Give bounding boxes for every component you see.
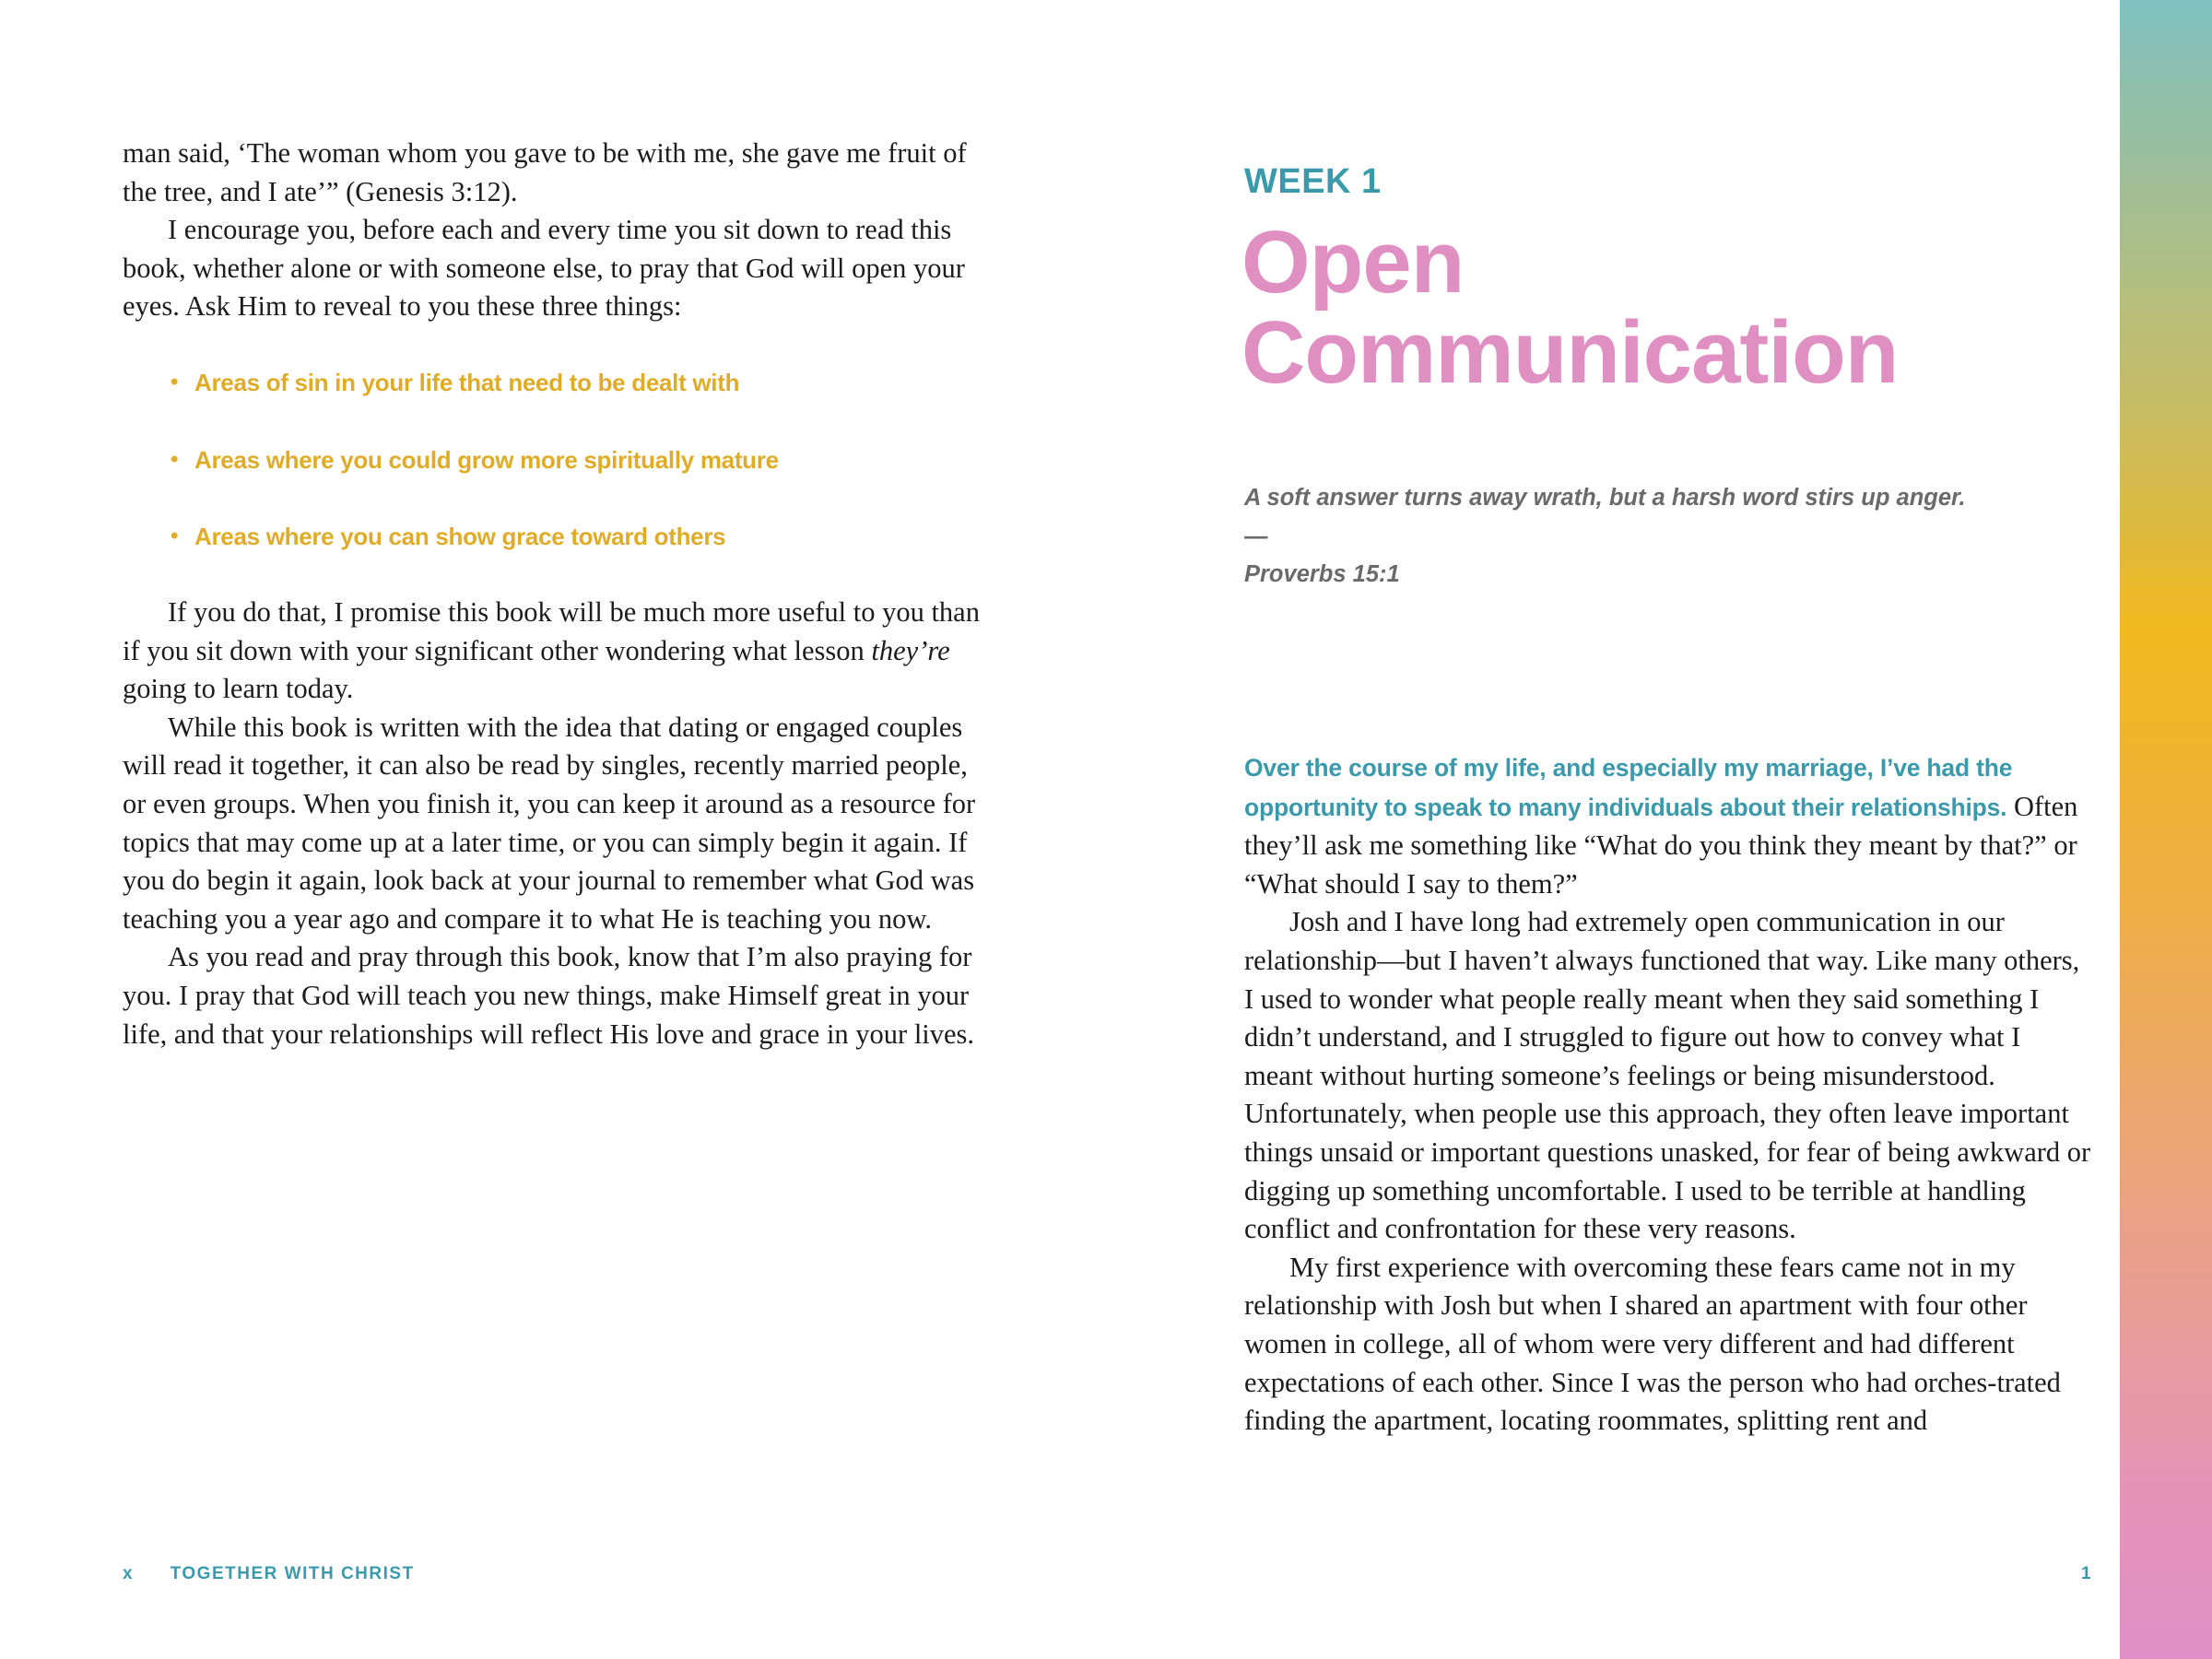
left-footer bbox=[123, 1564, 415, 1584]
paragraph: My first experience with overcoming these fears came not in my relationship with Josh but when I shared an apartment with four other women in college, all of whom were very different and had different expectations of each other. Since I was the person who had orches-trated finding the apartment, locating roommates, splitting rent and bbox=[1244, 1251, 2061, 1437]
title-line-2: Communication bbox=[1241, 303, 1899, 402]
page-number: 1 bbox=[2081, 1564, 2093, 1583]
right-footer bbox=[2081, 1564, 2092, 1584]
paragraph: man said, ‘The woman whom you gave to be with me, she gave me fruit of the tree, and I ate’” (Genesis 3:12). bbox=[123, 137, 967, 207]
list-item: • Areas of sin in your life that need to be dealt with bbox=[171, 361, 908, 439]
running-title: TOGETHER WITH CHRIST bbox=[170, 1564, 415, 1583]
paragraph: While this book is written with the idea that dating or engaged couples will read it together, it can also be read by singles, recently married people, or even groups. When you finish it, you can keep it around as a resource for topics that may come up at a later time, or you can simply begin it again. If you do begin it again, look back at your journal to remember what God was teaching you a year ago and compare it to what He is teaching you now. bbox=[123, 711, 976, 935]
left-body-text bbox=[123, 594, 980, 1053]
bullet-icon: • bbox=[171, 446, 179, 472]
prayer-list bbox=[171, 361, 908, 593]
paragraph: If you do that, I promise this book will be much more useful to you than if you sit down with your significant other wondering what lesson they’re going to learn today. bbox=[123, 596, 980, 705]
lead-in: Over the course of my life, and especially my marriage, I’ve had the opportunity to speak to many individuals about their relationships. bbox=[1244, 754, 2013, 821]
list-item: • Areas where you can show grace toward others bbox=[171, 515, 908, 593]
paragraph: I encourage you, before each and every time you sit down to read this book, whether alone or with someone else, to pray that God will open your eyes. Ask Him to reveal to you these three things: bbox=[123, 214, 965, 323]
decorative-gradient-bar bbox=[2120, 0, 2212, 1659]
epigraph bbox=[1244, 479, 2074, 594]
paragraph: As you read and pray through this book, know that I’m also praying for you. I pray that God will teach you new things, make Himself great in your life, and that your relationships will reflect His love and grace in your lives. bbox=[123, 941, 975, 1050]
chapter-title bbox=[1241, 213, 2071, 402]
bullet-icon: • bbox=[171, 524, 179, 548]
paragraph: Josh and I have long had extremely open communication in our relationship—but I haven’t always functioned that way. Like many others, I used to wonder what people really meant when they said something I didn’t understand, and I struggled to figure out how to convey what I meant without hurting someone’s feelings or being misunderstood. Unfortunately, when people use this approach, they often leave important things unsaid or important questions unasked, for fear of being awkward or digging up something uncomfortable. I used to be terrible at handling conflict and confrontation for these very reasons. bbox=[1244, 906, 2091, 1245]
week-label: WEEK 1 bbox=[1244, 162, 1382, 201]
epigraph-quote: A soft answer turns away wrath, but a harsh word stirs up anger. bbox=[1244, 485, 1966, 511]
paragraph: Over the course of my life, and especially my marriage, I’ve had the opportunity to speak to many individuals about their relationships. Often they’ll ask me something like “What do you think they meant by that?” or “What should I say to them?” bbox=[1244, 754, 2078, 900]
left-intro-text bbox=[123, 135, 980, 326]
bullet-icon: • bbox=[171, 370, 179, 394]
list-item: • Areas where you could grow more spiritually mature bbox=[171, 439, 908, 516]
title-line-1: Open bbox=[1241, 213, 1465, 312]
right-body-text bbox=[1244, 748, 2092, 1441]
epigraph-source: Proverbs 15:1 bbox=[1244, 561, 1400, 588]
epigraph-dash: — bbox=[1244, 523, 1268, 549]
page-number: x bbox=[123, 1564, 135, 1583]
